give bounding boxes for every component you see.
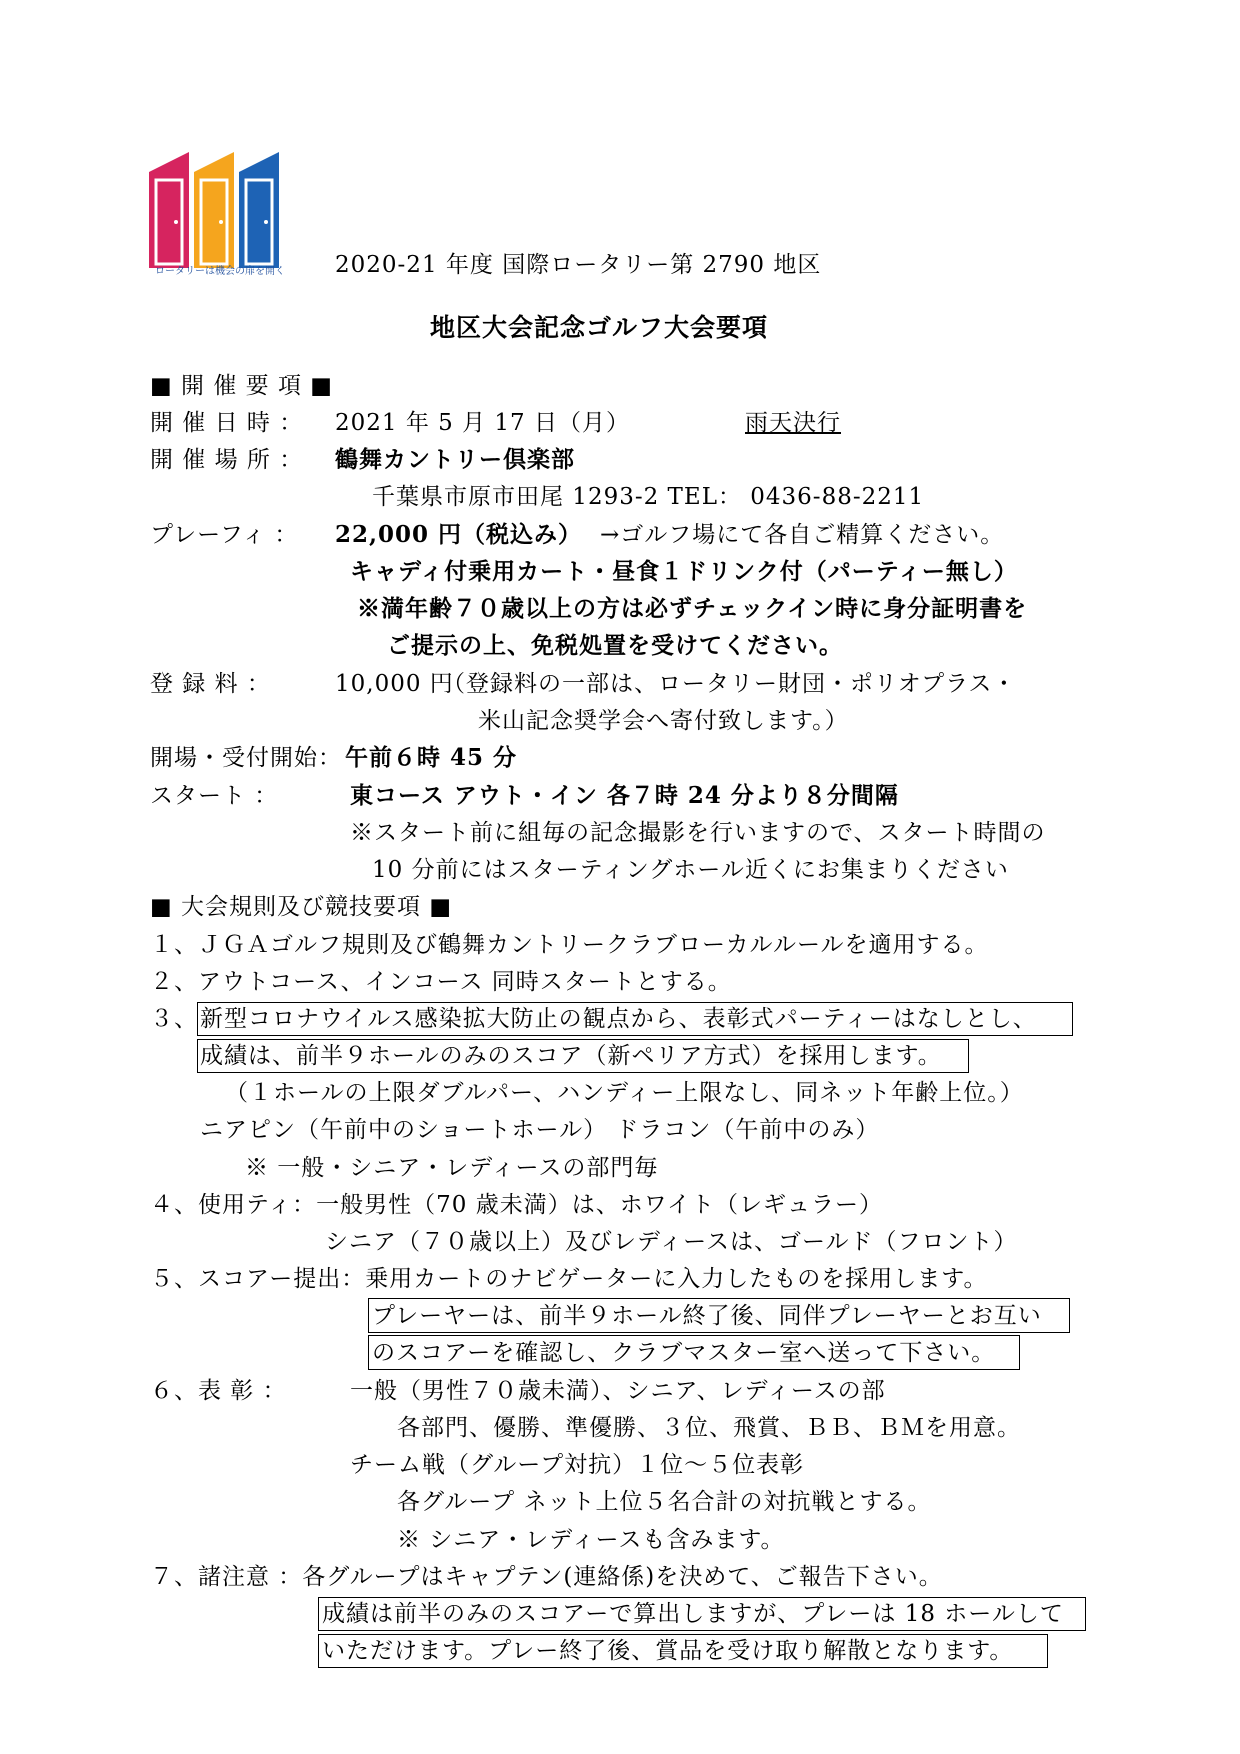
fee-note: →ゴルフ場にて各自ご精算ください。 — [600, 522, 1005, 548]
fee-value: 22,000 円（税込み） — [335, 521, 583, 548]
district-line: 2020-21 年度 国際ロータリー第 2790 地区 — [335, 252, 822, 278]
rule-6-line-5: ※ シニア・レディースも含みます。 — [397, 1527, 785, 1553]
start-note-1: ※スタート前に組毎の記念撮影を行いますので、スタート時間の — [350, 820, 1046, 846]
fee-age-notice-2: ご提示の上、免税処置を受けてください。 — [387, 632, 843, 659]
registration-value: 10,000 円 — [335, 671, 454, 697]
rule-3-number: ３、 — [150, 1006, 198, 1032]
rule-5-line-2: プレーヤーは、前半９ホール終了後、同伴プレーヤーとお互い — [372, 1303, 1042, 1329]
rule-6-line-2: 各部門、優勝、準優勝、３位、飛賞、ＢＢ、ＢＭを用意。 — [397, 1415, 1021, 1441]
rain-note: 雨天決行 — [745, 410, 841, 436]
start-label: スタート ： — [150, 783, 279, 809]
start-note-2: 10 分前にはスターティングホール近くにお集まりください — [372, 857, 1009, 883]
open-label: 開場・受付開始： — [150, 745, 342, 771]
rule-1: １、ＪＧＡゴルフ規則及び鶴舞カントリークラブローカルルールを適用する。 — [150, 932, 989, 958]
section-heading-event: ■ 開 催 要 項 ■ — [150, 373, 334, 399]
rule-6-label: ６、表 彰 ： — [150, 1378, 287, 1404]
rule-7-line-3: いただけます。プレー終了後、賞品を受け取り解散となります。 — [322, 1638, 1014, 1664]
rule-2: ２、アウトコース、インコース 同時スタートとする。 — [150, 969, 732, 995]
place-label: 開 催 場 所 ： — [150, 447, 304, 473]
rule-6-line-4: 各グループ ネット上位５名合計の対抗戦とする。 — [397, 1489, 932, 1515]
rule-3-line-1: 新型コロナウイルス感染拡大防止の観点から、表彰式パーティーはなしとし、 — [200, 1006, 1037, 1032]
section-heading-rules: ■ 大会規則及び競技要項 ■ — [150, 894, 453, 920]
open-value: 午前６時 45 分 — [345, 744, 518, 771]
rule-5-line-3: のスコアーを確認し、クラブマスター室へ送って下さい。 — [372, 1340, 996, 1366]
fee-age-notice: ※満年齢７０歳以上の方は必ずチェックイン時に身分証明書を — [357, 595, 1028, 622]
rotary-doors-logo — [146, 150, 296, 280]
logo-tagline: ロータリーは機会の扉を開く — [155, 266, 285, 277]
rule-3-line-4: ニアピン（午前中のショートホール） ドラコン（午前中のみ） — [200, 1117, 880, 1143]
registration-note: （登録料の一部は、ロータリー財団・ポリオプラス・ — [442, 671, 1017, 697]
start-value: 東コース アウト・イン 各７時 24 分より８分間隔 — [350, 782, 899, 809]
registration-note-2: 米山記念奨学会へ寄付致します。） — [478, 708, 849, 734]
rule-4-line-2: シニア（７０歳以上）及びレディースは、ゴールド（フロント） — [325, 1229, 1018, 1255]
rule-5-line-1: ５、スコアー提出：乗用カートのナビゲーターに入力したものを採用します。 — [150, 1266, 988, 1292]
rule-7-line-2: 成績は前半のみのスコアーで算出しますが、プレーは 18 ホールして — [322, 1601, 1064, 1627]
rule-6-line-3: チーム戦（グループ対抗）１位～５位表彰 — [350, 1452, 805, 1478]
rule-3-line-3: （１ホールの上限ダブルパー、ハンディー上限なし、同ネット年齢上位。） — [225, 1080, 1024, 1106]
date-value: 2021 年 5 月 17 日（月） — [335, 410, 630, 436]
document-title: 地区大会記念ゴルフ大会要項 — [430, 313, 769, 342]
rule-3-line-5: ※ 一般・シニア・レディースの部門毎 — [245, 1155, 659, 1181]
fee-label: プレーフィ ： — [150, 522, 299, 548]
place-value: 鶴舞カントリー倶楽部 — [335, 446, 575, 473]
place-address: 千葉県市原市田尾 1293-2 TEL： 0436-88-2211 — [372, 484, 925, 510]
fee-includes: キャディ付乗用カート・昼食１ドリンク付（パーティー無し） — [350, 558, 1018, 585]
rule-4-line-1: ４、使用ティ：一般男性（70 歳未満）は、ホワイト（レギュラー） — [150, 1192, 884, 1218]
date-label: 開 催 日 時 ： — [150, 410, 304, 436]
rule-7-line-1: ７、諸注意 ：各グループはキャプテン(連絡係)を決めて、ご報告下さい。 — [150, 1564, 943, 1590]
registration-label: 登 録 料 ： — [150, 671, 271, 697]
rule-6-line-1: 一般（男性７０歳未満）、シニア、レディースの部 — [350, 1378, 886, 1404]
rule-3-line-2: 成績は、前半９ホールのみのスコア（新ペリア方式）を採用します。 — [200, 1043, 942, 1069]
